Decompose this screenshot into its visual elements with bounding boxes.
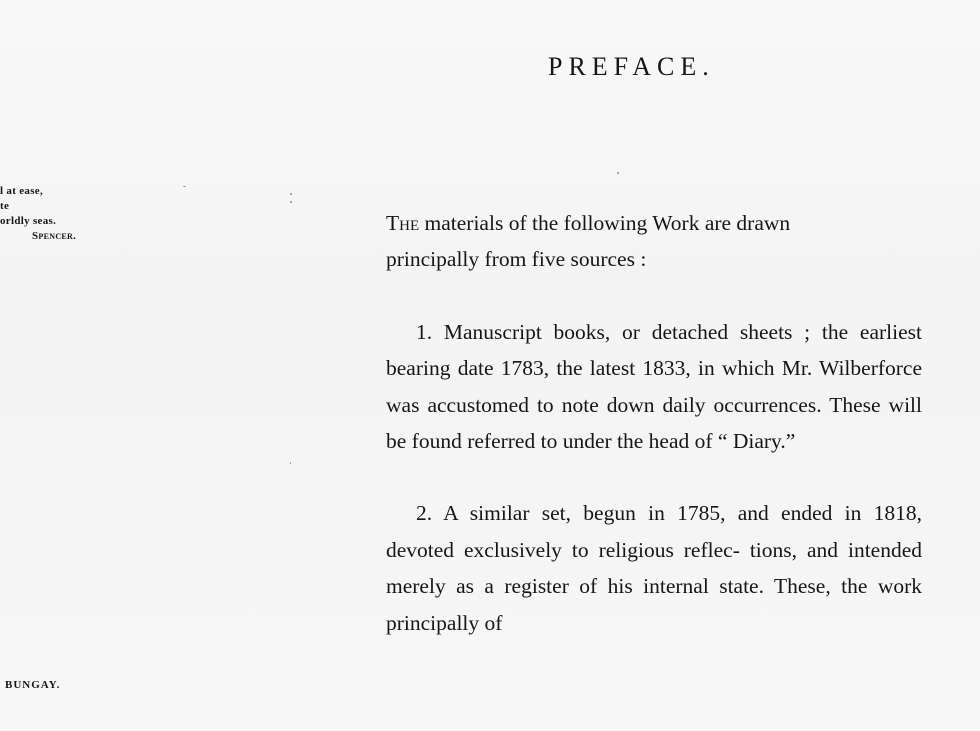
preface-body [386, 205, 922, 641]
text-line: the earliest bearing date 1783, the latest 1833, [386, 319, 923, 381]
page-title: PREFACE. [548, 52, 715, 81]
text-line: note down daily occurrences. These will be [386, 392, 923, 454]
epigraph-line: orldly seas. [0, 215, 57, 227]
printer-imprint: BUNGAY. [5, 679, 61, 691]
text-line: 1. Manuscript books, or detached sheets ; [416, 319, 811, 344]
paper-speck [183, 186, 186, 187]
text-line: in 1818, devoted exclusively to religious reflec- [386, 501, 922, 562]
text-line: 2. A similar set, begun in 1785, and ended [416, 501, 833, 526]
paper-speck [290, 201, 292, 203]
text-line: materials of the following Work are drawn [419, 211, 791, 235]
paper-speck [617, 172, 619, 174]
text-line: in which Mr. Wilberforce was accustomed to [386, 356, 923, 417]
paper-speck [290, 193, 292, 195]
text-line: tions, and intended merely as a register of his [386, 537, 923, 599]
paragraph-source-1 [386, 314, 922, 460]
text-line: principally from five sources : [386, 247, 647, 272]
paragraph-source-2 [386, 495, 922, 641]
epigraph-line: l at ease, [0, 185, 44, 197]
epigraph-attribution: Spencer. [32, 230, 77, 242]
epigraph-line: te [0, 200, 10, 212]
paper-speck [290, 462, 291, 464]
text-line: found referred to under the head of “ Diary.” [411, 429, 796, 454]
paragraph-intro [386, 205, 922, 278]
text-line: internal state. These, the work principally of [386, 574, 923, 635]
lead-word: The [386, 211, 420, 235]
left-page-epigraph [0, 184, 76, 244]
